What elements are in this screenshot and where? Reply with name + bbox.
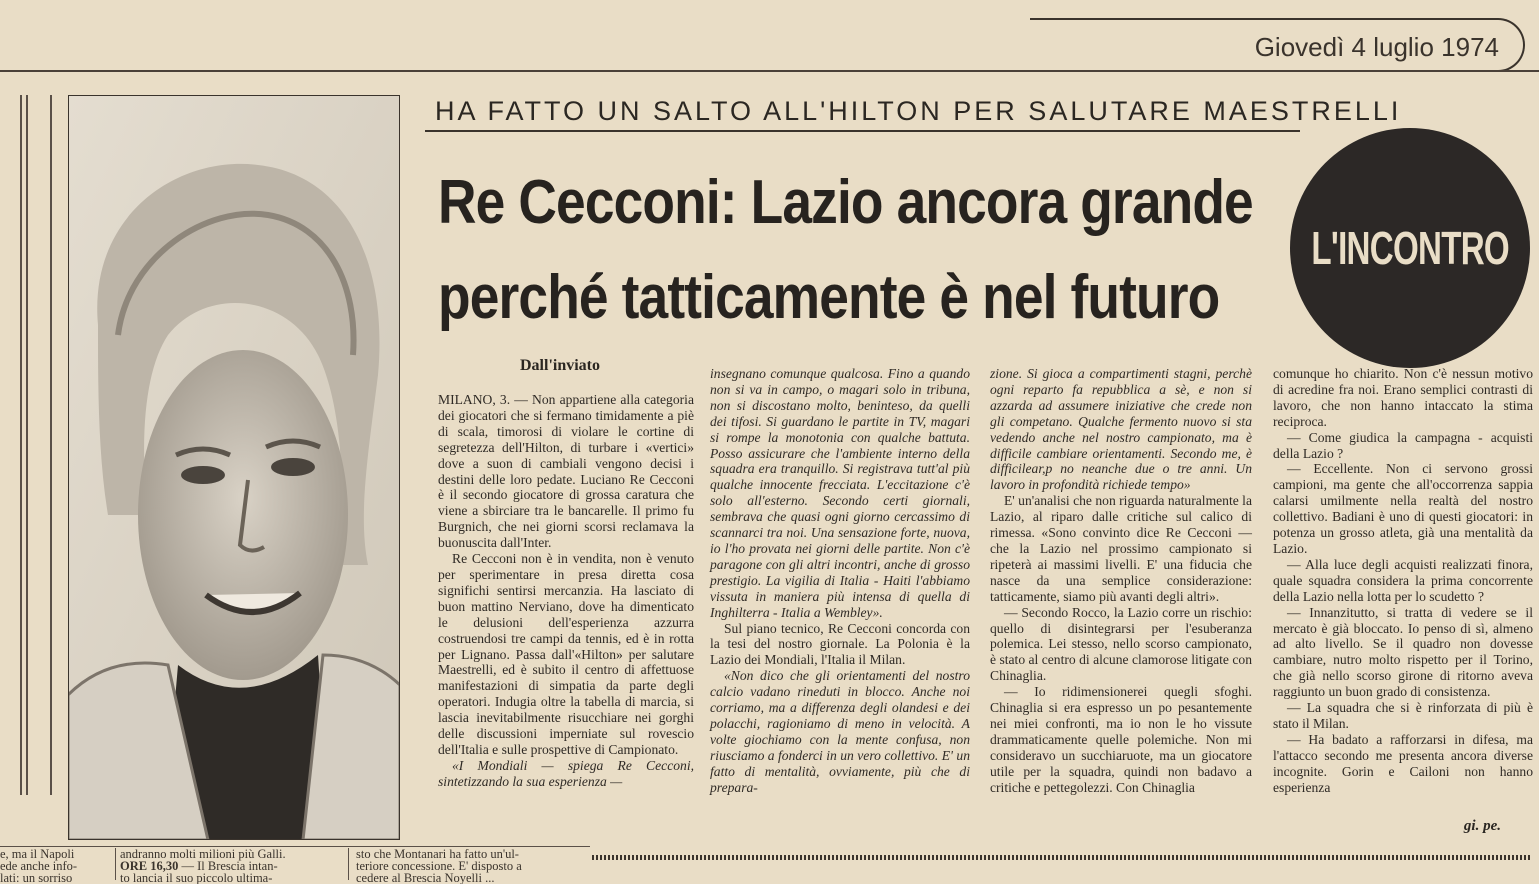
paragraph: Re Cecconi non è in vendita, non è venuto per sperimentare in presa diretta cosa significhi sentirsi mercanzia. Ha lasciato di buon mattino Nerviano, dove ha dimenticato le delusioni dell'esperienza azzurra costruendosi tre campi da tennis, ed è in rotta per Lignano. Passa dall'«Hilton» per salutare Maestrelli, ed è subito il centro di affettuose manifestazioni di simpatia da parte degli operatori. Indugia oltre la tabella di marcia, si lascia inevitabilmente risucchiare nei gorghi delle discussioni imperniate sul rovescio dell'Italia e sulle prospettive di Campionato.	[438, 551, 694, 757]
text-line: sto che Montanari ha fatto un'ul-	[356, 848, 519, 861]
issue-date: Giovedì 4 luglio 1974	[1254, 32, 1499, 62]
text-line: andranno molti milioni più Galli.	[120, 848, 286, 861]
paragraph: comunque ho chiarito. Non c'è nessun motivo di acredine fra noi. Erano semplici contrasti di lavoro, che non hanno intaccato la stima reciproca.	[1273, 366, 1533, 429]
paragraph: zione. Si gioca a compartimenti stagni, perchè ogni reparto fa repubblica a sè, e non si azzarda ad assumere iniziative che crede non gli competano. Qualche fermento nuovo si sta vedendo anche nel nostro campionato, ma è difficile cambiare orientamenti. Secondo me, è difficilear,p no neanche due o tre anni. Un lavoro in profondità richiede tempo»	[990, 366, 1252, 493]
paragraph: — Io ridimensionerei quegli sfoghi. Chinaglia si era espresso un po pesantemente nei miei confronti, ma io non le ho vissute drammaticamente quelle polemiche. Non mi consideravo un succhiaruote, ma un giocatore utile per la squadra, quindi non badavo a critiche e pettegolezzi. Con Chinaglia	[990, 684, 1252, 795]
kicker-rule	[425, 130, 1300, 132]
text-line: ede anche info-	[0, 859, 78, 873]
paragraph: E' un'analisi che non riguarda naturalmente la Lazio, al riparo dalle critiche sul calico di rimessa. «Sono convinto dice Re Cecconi — che la Lazio nel prossimo campionato si ripeterà ai massimi livelli. E' una fiducia che nasce da una semplice considerazione: tatticamente, siamo più avanti degli altri».	[990, 493, 1252, 604]
paragraph: «I Mondiali — spiega Re Cecconi, sintetizzando la sua esperienza —	[438, 757, 694, 789]
column-separator	[348, 848, 349, 880]
gutter-rules	[14, 95, 54, 795]
dashed-rule	[592, 855, 1532, 860]
text-line: to lancia il suo piccolo ultima-	[120, 871, 273, 884]
time-label: ORE 16,30	[120, 859, 179, 873]
bottom-column-b	[120, 848, 340, 884]
player-photo	[68, 95, 400, 840]
column-separator	[115, 848, 116, 880]
bottom-rule	[0, 846, 590, 847]
section-badge	[1290, 128, 1530, 368]
article-kicker: HA FATTO UN SALTO ALL'HILTON PER SALUTARE MAESTRELLI	[435, 96, 1402, 126]
bottom-column-c	[356, 848, 588, 884]
byline: Dall'inviato	[520, 357, 601, 374]
paragraph: — Come giudica la campagna - acquisti della Lazio ?	[1273, 429, 1533, 461]
paragraph: «Non dico che gli orientamenti del nostro calcio vadano rineduti in blocco. Anche noi corriamo, ma a differenza degli olandesi e dei polacchi, ragioniamo di meno in velocità. A volte giochiamo con la mente confusa, non riusciamo a fonderci in un vero collettivo. E' un fatto di mentalità, ovviamente, più che di prepara-	[710, 668, 970, 795]
text-line: cedere al Brescia Noyelli ...	[356, 871, 495, 884]
paragraph: MILANO, 3. — Non appartiene alla categoria dei giocatori che si fermano timidamente a piè di scala, timorosi di violare le cortine di segretezza dell'Hilton, di turbare i «vertici» dove a suon di cambiali vengono decisi i destini delle loro pedate. Luciano Re Cecconi è il secondo giocatore di grossa caratura che viene a sbirciare tra le bancarelle. Il primo fu Burgnich, che nei giorni scorsi reclamava la buonuscita dall'Inter.	[438, 392, 694, 551]
text-fragment: — Il Brescia intan-	[181, 859, 278, 873]
badge-label: L'INCONTRO	[1311, 222, 1509, 274]
headline-line-2: perché tatticamente è nel futuro	[438, 263, 1220, 332]
paragraph: — Eccellente. Non ci servono grossi campioni, ma gente che all'occorrenza sappia calarsi umilmente nella realtà del nostro collettivo. Badiani è uno di questi giocatori: in potenza un grosso atleta, già una mentalità da Lazio.	[1273, 461, 1533, 556]
text-line: e, ma il Napoli	[0, 848, 75, 861]
paragraph: — Alla luce degli acquisti realizzati finora, quale squadra considera la prima concorrente della Lazio nella lotta per lo scudetto ?	[1273, 556, 1533, 604]
text-line: teriore concessione. E' disposto a	[356, 859, 522, 873]
paragraph: — Secondo Rocco, la Lazio corre un rischio: quello di disintegrarsi per l'esuberanza polemica. Lei stesso, nello scorso campionato, è stato al centro di alcune clamorose litigate con Chinaglia.	[990, 604, 1252, 684]
text-line: lati: un sorriso	[0, 871, 73, 884]
column-1	[438, 392, 694, 790]
bottom-column-a	[0, 848, 112, 884]
paragraph: — La squadra che si è rinforzata di più è stato il Milan.	[1273, 700, 1533, 731]
paragraph: — Ha badato a rafforzarsi in difesa, ma l'attacco secondo me presenta ancora diverse incognite. Gorin e Cailoni non hanno esperienza	[1273, 731, 1533, 795]
paragraph: insegnano comunque qualcosa. Fino a quando non si va in campo, o magari solo in tribuna, non si discostano molto, beninteso, da quelli dei tifosi. Si guardano le partite in TV, magari si rompe la monotonia con qualche battuta. Posso assicurare che l'ambiente interno della squadra era tranquillo. Si registrava tutt'al più qualche innocente frecciata. L'eccitazione c'è solo all'esterno. Secondo certi giornali, sembrava che quasi ogni giorno cercassimo di scannarci tra noi. Una sensazione forte, nuova, io l'ho provata nei giorni delle partite. Non c'è paragone con gli altri incontri, anche di grosso prestigio. La vigilia di Italia - Haiti l'abbiamo vissuta in maniera più intensa di quella di Inghilterra - Italia a Wembley».	[710, 366, 970, 620]
header-rule	[0, 70, 1539, 72]
paragraph: Sul piano tecnico, Re Cecconi concorda con la tesi del nostro giornale. La Polonia è la Lazio dei Mondiali, l'Italia il Milan.	[710, 620, 970, 668]
column-3	[990, 366, 1252, 795]
column-2	[710, 366, 970, 795]
headline-line-1: Re Cecconi: Lazio ancora grande	[438, 168, 1253, 237]
column-4	[1273, 366, 1533, 795]
author-signature: gi. pe.	[1463, 818, 1501, 834]
article-headline	[438, 155, 1253, 345]
paragraph: — Innanzitutto, si tratta di vedere se il mercato è già bloccato. Io penso di sì, almeno ad alto livello. Se il quadro non dovesse cambiare, nutro molto rispetto per il Torino, che già nello scorso girone di ritorno aveva raggiunto un buon grado di consistenza.	[1273, 604, 1533, 700]
